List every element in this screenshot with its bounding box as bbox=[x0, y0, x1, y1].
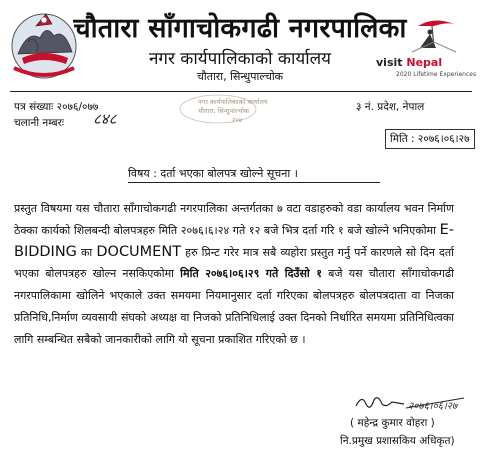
dispatch-number: ८४८ bbox=[93, 110, 117, 128]
signature-date: २०७६।०६।२७ bbox=[408, 401, 458, 412]
page-title: चौतारा साँगाचोकगढी नगरपालिका bbox=[73, 13, 407, 44]
letter-number: पत्र संख्याः २०७६/०७७ bbox=[14, 101, 99, 113]
opening-date: मिति २०७६।०६।२९ गते दिउँसो १ bbox=[180, 267, 322, 281]
letter-date: मिति : २०७६।०६।२७ bbox=[385, 129, 475, 149]
visit-nepal-year: 2020 Lifetime Experiences bbox=[396, 71, 477, 78]
subject-underline bbox=[128, 182, 380, 183]
notice-body: प्रस्तुत विषयमा यस चौतारा साँगाचोकगढी नगरपालिका अन्तर्गतका ७ वटा वडाहरुको वडा कार्यालय भवन निर्माण ठेक्का कार्यको शिलबन्दी बोलपत्रहरु मिति २०७६।६।२४ गते १२ बजे भित्र दर्ता गरि १ बजे खोल्ने भनिएकोमा E- BIDDING का DOCUMENT हरु प्रिन्ट गरेर मात्र सबै व्यहोरा प्रस्तुत गर्नु पर्ने कारणले सो दिन दर्ता भएका बोलपत्रहरु खोल्न नसकिएकोमा मिति २०७६।०६।२९ गते दिउँसो १ बजे यस चौतारा साँगाचोकगढी नगरपालिकामा खोलिने भएकाले उक्त समयमा नियमानुसार दर्ता गरिएका बोलपत्रहरु बोलपत्रदाता वा निजका प्रतिनिधि,निर्माण व्यवसायी संघको अध्यक्ष वा निजको प्रतिनिधिलाई उक्त दिनको निर्धारित समयमा प्रतिनिधित्वका लागि सम्बन्धित सबैको जानकारीको लागि यो सूचना प्रकाशित गरिएको छ । bbox=[14, 202, 454, 346]
subject-line: विषय : दर्ता भएका बोलपत्र खोल्ने सूचना । bbox=[128, 167, 298, 180]
document-term: DOCUMENT bbox=[96, 243, 182, 260]
office-address: चौतारा, सिन्धुपाल्चोक bbox=[196, 70, 284, 83]
signer-title: नि.प्रमुख प्रशासकिय अधिकृत) bbox=[340, 435, 455, 447]
office-stamp-text: नगर कार्यपालिकाको कार्यालय चौतारा, सिन्धुपाल्चोक २०४ bbox=[198, 98, 268, 124]
office-name: नगर कार्यपालिकाको कार्यालय bbox=[148, 49, 332, 69]
header-divider bbox=[10, 91, 472, 92]
visit-nepal-wordmark: visit Nepal bbox=[376, 56, 443, 69]
dispatch-label: चलानी नम्बरः bbox=[14, 117, 65, 129]
province-label: ३ नं. प्रदेश, नेपाल bbox=[356, 101, 425, 113]
signer-name: ( महेन्द्र कुमार वोहरा ) bbox=[350, 417, 435, 429]
ebidding-term: E- BIDDING bbox=[14, 221, 454, 260]
